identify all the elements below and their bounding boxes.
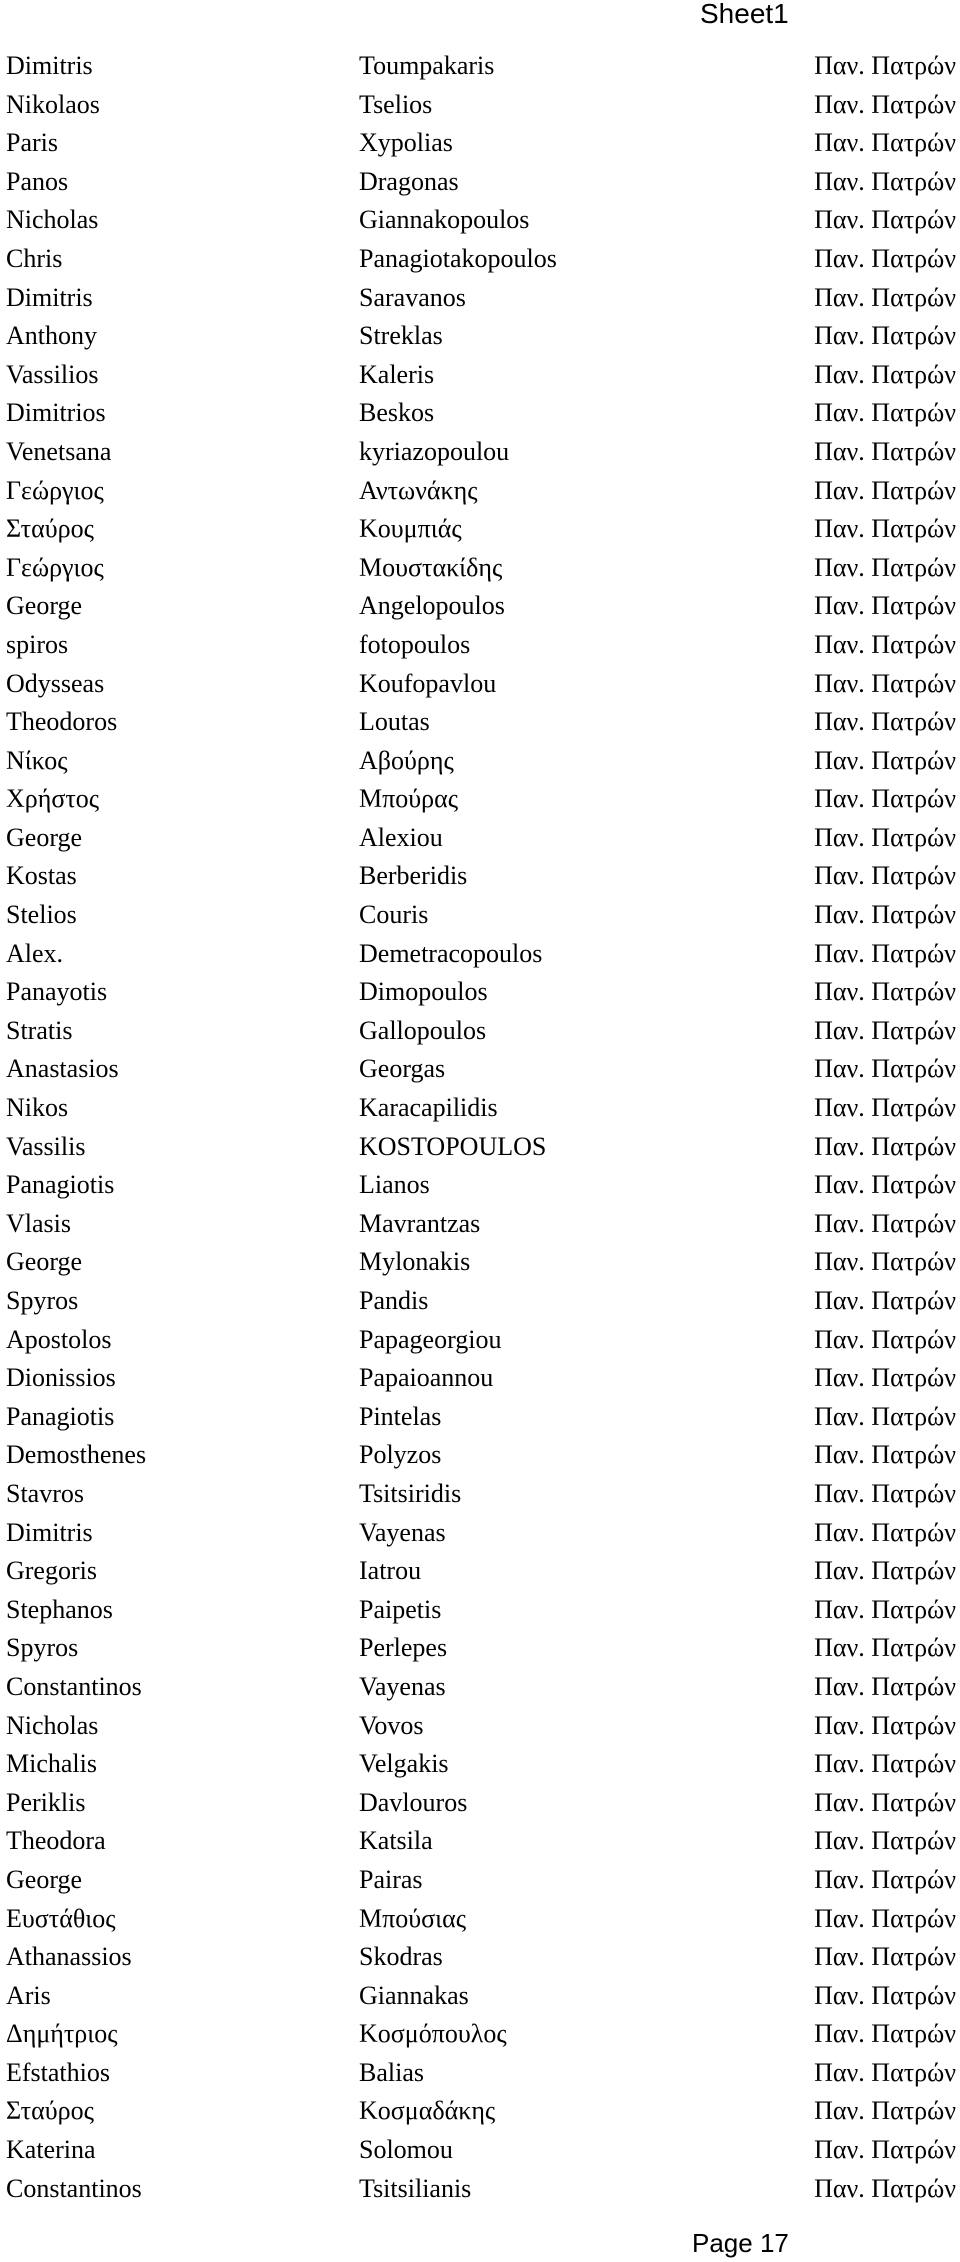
table-row [6, 433, 956, 472]
last-name-cell: KOSTOPOULOS [359, 1131, 547, 1161]
table-row [6, 1552, 956, 1591]
university-cell: Παν. Πατρών [814, 707, 956, 737]
table-row [6, 1321, 956, 1360]
table-row [6, 47, 956, 86]
university-cell: Παν. Πατρών [814, 1980, 956, 2010]
table-row [6, 857, 956, 896]
table-row [6, 1514, 956, 1553]
last-name-cell: Pintelas [359, 1401, 442, 1431]
table-row [6, 1977, 956, 2016]
university-cell: Παν. Πατρών [814, 1093, 956, 1123]
table-row [6, 1707, 956, 1746]
university-cell: Παν. Πατρών [814, 668, 956, 698]
first-name-cell: Nikos [6, 1093, 69, 1123]
university-cell: Παν. Πατρών [814, 2135, 956, 2165]
last-name-cell: Mylonakis [359, 1247, 471, 1277]
university-cell: Παν. Πατρών [814, 1787, 956, 1817]
university-cell: Παν. Πατρών [814, 205, 956, 235]
university-cell: Παν. Πατρών [814, 1054, 956, 1084]
first-name-cell: Vassilis [6, 1131, 86, 1161]
first-name-cell: Stelios [6, 900, 77, 930]
first-name-cell: Chris [6, 243, 63, 273]
first-name-cell: Constantinos [6, 1671, 142, 1701]
table-row [6, 510, 956, 549]
table-row [6, 2131, 956, 2170]
last-name-cell: Berberidis [359, 861, 468, 891]
sheet-title: Sheet1 [700, 0, 789, 29]
first-name-cell: Nicholas [6, 1710, 99, 1740]
last-name-cell: Perlepes [359, 1633, 448, 1663]
first-name-cell: Dimitris [6, 1517, 93, 1547]
last-name-cell: Davlouros [359, 1787, 468, 1817]
university-cell: Παν. Πατρών [814, 784, 956, 814]
last-name-cell: Vayenas [359, 1671, 446, 1701]
last-name-cell: Solomou [359, 2135, 453, 2165]
last-name-cell: Κοσμόπουλος [359, 2019, 507, 2049]
last-name-cell: Μπούσιας [359, 1903, 467, 1933]
university-cell: Παν. Πατρών [814, 1208, 956, 1238]
university-cell: Παν. Πατρών [814, 629, 956, 659]
table-row [6, 935, 956, 974]
table-row [6, 472, 956, 511]
table-row [6, 2015, 956, 2054]
university-cell: Παν. Πατρών [814, 1864, 956, 1894]
table-row [6, 1900, 956, 1939]
table-row [6, 1436, 956, 1475]
page-number: Page 17 [692, 2228, 789, 2258]
last-name-cell: Demetracopoulos [359, 938, 543, 968]
university-cell: Παν. Πατρών [814, 1286, 956, 1315]
first-name-cell: Aris [6, 1980, 51, 2010]
table-row [6, 1205, 956, 1244]
table-row [6, 201, 956, 240]
table-row [6, 240, 956, 279]
university-cell: Παν. Πατρών [814, 861, 956, 891]
last-name-cell: Koufopavlou [359, 668, 497, 698]
table-row [6, 896, 956, 935]
university-cell: Παν. Πατρών [814, 977, 956, 1007]
last-name-cell: Papaioannou [359, 1363, 494, 1393]
first-name-cell: Vassilios [6, 359, 99, 389]
last-name-cell: Panagiotakopoulos [359, 243, 557, 273]
university-cell: Παν. Πατρών [814, 1247, 956, 1277]
first-name-cell: Theodora [6, 1826, 106, 1856]
university-cell: Παν. Πατρών [814, 282, 956, 312]
last-name-cell: Dragonas [359, 166, 459, 196]
table-row [6, 1243, 956, 1282]
last-name-cell: Saravanos [359, 282, 466, 312]
university-cell: Παν. Πατρών [814, 1440, 956, 1470]
table-row [6, 973, 956, 1012]
last-name-cell: Paipetis [359, 1594, 442, 1624]
table-row [6, 1475, 956, 1514]
table-row [6, 1282, 956, 1321]
first-name-cell: Panagiotis [6, 1401, 115, 1431]
university-cell: Παν. Πατρών [814, 514, 956, 544]
name-list [6, 47, 956, 2208]
table-row [6, 124, 956, 163]
first-name-cell: Γεώργιος [6, 475, 104, 505]
last-name-cell: Alexiou [359, 822, 443, 852]
university-cell: Παν. Πατρών [814, 1556, 956, 1586]
table-row [6, 2170, 956, 2209]
university-cell: Παν. Πατρών [814, 1517, 956, 1547]
table-row [6, 1050, 956, 1089]
last-name-cell: Polyzos [359, 1440, 442, 1470]
first-name-cell: Constantinos [6, 2173, 142, 2203]
first-name-cell: Δημήτριος [6, 2019, 118, 2049]
university-cell: Παν. Πατρών [814, 1015, 956, 1045]
university-cell: Παν. Πατρών [814, 900, 956, 930]
first-name-cell: spiros [6, 629, 69, 659]
table-row [6, 587, 956, 626]
last-name-cell: Beskos [359, 398, 435, 428]
first-name-cell: George [6, 591, 83, 621]
university-cell: Παν. Πατρών [814, 436, 956, 466]
university-cell: Παν. Πατρών [814, 1324, 956, 1354]
first-name-cell: Dimitris [6, 51, 93, 80]
university-cell: Παν. Πατρών [814, 1131, 956, 1161]
first-name-cell: Dimitrios [6, 398, 106, 428]
last-name-cell: Xypolias [359, 128, 453, 158]
table-row [6, 1784, 956, 1823]
last-name-cell: Toumpakaris [359, 51, 495, 80]
first-name-cell: Panagiotis [6, 1170, 115, 1200]
last-name-cell: Vayenas [359, 1517, 446, 1547]
university-cell: Παν. Πατρών [814, 359, 956, 389]
university-cell: Παν. Πατρών [814, 475, 956, 505]
last-name-cell: Lianos [359, 1170, 430, 1200]
first-name-cell: Σταύρος [6, 514, 94, 544]
first-name-cell: Theodoros [6, 707, 118, 737]
table-row [6, 86, 956, 125]
table-row [6, 1012, 956, 1051]
last-name-cell: Dimopoulos [359, 977, 488, 1007]
table-row [6, 703, 956, 742]
table-row [6, 780, 956, 819]
table-row [6, 356, 956, 395]
first-name-cell: Efstathios [6, 2057, 110, 2087]
university-cell: Παν. Πατρών [814, 1363, 956, 1393]
last-name-cell: Κοσμαδάκης [359, 2096, 496, 2126]
university-cell: Παν. Πατρών [814, 1401, 956, 1431]
table-row [6, 742, 956, 781]
last-name-cell: Κουμπιάς [359, 514, 462, 544]
university-cell: Παν. Πατρών [814, 938, 956, 968]
university-cell: Παν. Πατρών [814, 398, 956, 428]
first-name-cell: Stephanos [6, 1594, 113, 1624]
university-cell: Παν. Πατρών [814, 1594, 956, 1624]
last-name-cell: Pandis [359, 1286, 429, 1315]
first-name-cell: Dionissios [6, 1363, 116, 1393]
table-row [6, 819, 956, 858]
university-cell: Παν. Πατρών [814, 89, 956, 119]
first-name-cell: Katerina [6, 2135, 96, 2165]
last-name-cell: Skodras [359, 1942, 443, 1972]
last-name-cell: Velgakis [359, 1749, 449, 1779]
first-name-cell: Alex. [6, 938, 64, 968]
last-name-cell: Μπούρας [359, 784, 459, 814]
university-cell: Παν. Πατρών [814, 1826, 956, 1856]
university-cell: Παν. Πατρών [814, 243, 956, 273]
table-row [6, 665, 956, 704]
table-row [6, 2054, 956, 2093]
university-cell: Παν. Πατρών [814, 1633, 956, 1663]
first-name-cell: Demosthenes [6, 1440, 147, 1470]
last-name-cell: Tsitsilianis [359, 2173, 472, 2203]
first-name-cell: Athanassios [6, 1942, 132, 1972]
university-cell: Παν. Πατρών [814, 321, 956, 351]
university-cell: Παν. Πατρών [814, 591, 956, 621]
first-name-cell: Panayotis [6, 977, 108, 1007]
last-name-cell: Loutas [359, 707, 430, 737]
table-row [6, 1668, 956, 1707]
first-name-cell: Gregoris [6, 1556, 97, 1586]
university-cell: Παν. Πατρών [814, 1942, 956, 1972]
table-row [6, 1629, 956, 1668]
last-name-cell: kyriazopoulou [359, 436, 510, 466]
university-cell: Παν. Πατρών [814, 822, 956, 852]
last-name-cell: Papageorgiou [359, 1324, 502, 1354]
table-row [6, 549, 956, 588]
first-name-cell: Venetsana [6, 436, 112, 466]
table-row [6, 279, 956, 318]
table-row [6, 1398, 956, 1437]
table-row [6, 1166, 956, 1205]
last-name-cell: Katsila [359, 1826, 433, 1856]
first-name-cell: Χρήστος [6, 784, 100, 814]
table-row [6, 1128, 956, 1167]
university-cell: Παν. Πατρών [814, 552, 956, 582]
table-row [6, 1089, 956, 1128]
first-name-cell: George [6, 1864, 83, 1894]
table-row [6, 1861, 956, 1900]
first-name-cell: Nicholas [6, 205, 99, 235]
last-name-cell: Αντωνάκης [359, 475, 478, 505]
first-name-cell: Γεώργιος [6, 552, 104, 582]
university-cell: Παν. Πατρών [814, 1170, 956, 1200]
last-name-cell: Vovos [359, 1710, 424, 1740]
table-row [6, 1938, 956, 1977]
last-name-cell: Balias [359, 2057, 424, 2087]
table-row [6, 317, 956, 356]
first-name-cell: Nikolaos [6, 89, 100, 119]
first-name-cell: Paris [6, 128, 58, 158]
last-name-cell: Georgas [359, 1054, 446, 1084]
last-name-cell: Tsitsiridis [359, 1478, 462, 1508]
university-cell: Παν. Πατρών [814, 1478, 956, 1508]
first-name-cell: Odysseas [6, 668, 105, 698]
table-row [6, 1359, 956, 1398]
first-name-cell: Ευστάθιος [6, 1903, 116, 1933]
first-name-cell: Stavros [6, 1478, 84, 1508]
table-row [6, 1822, 956, 1861]
table-row [6, 1745, 956, 1784]
last-name-cell: Gallopoulos [359, 1015, 487, 1045]
first-name-cell: Vlasis [6, 1208, 71, 1238]
university-cell: Παν. Πατρών [814, 1710, 956, 1740]
first-name-cell: Kostas [6, 861, 77, 891]
last-name-cell: Giannakopoulos [359, 205, 530, 235]
first-name-cell: George [6, 1247, 83, 1277]
last-name-cell: Μουστακίδης [359, 552, 503, 582]
first-name-cell: Spyros [6, 1286, 79, 1315]
first-name-cell: Anastasios [6, 1054, 119, 1084]
first-name-cell: Panos [6, 166, 69, 196]
table-row [6, 626, 956, 665]
first-name-cell: Stratis [6, 1015, 73, 1045]
first-name-cell: Spyros [6, 1633, 79, 1663]
last-name-cell: Αβούρης [359, 745, 454, 775]
first-name-cell: Dimitris [6, 282, 93, 312]
university-cell: Παν. Πατρών [814, 1671, 956, 1701]
table-row [6, 1591, 956, 1630]
last-name-cell: Mavrantzas [359, 1208, 481, 1238]
last-name-cell: Couris [359, 900, 429, 930]
university-cell: Παν. Πατρών [814, 2019, 956, 2049]
first-name-cell: Apostolos [6, 1324, 112, 1354]
university-cell: Παν. Πατρών [814, 1903, 956, 1933]
university-cell: Παν. Πατρών [814, 745, 956, 775]
table-row [6, 163, 956, 202]
university-cell: Παν. Πατρών [814, 51, 956, 80]
last-name-cell: fotopoulos [359, 629, 471, 659]
first-name-cell: Michalis [6, 1749, 97, 1779]
first-name-cell: Νίκος [6, 745, 68, 775]
last-name-cell: Karacapilidis [359, 1093, 498, 1123]
last-name-cell: Kaleris [359, 359, 435, 389]
university-cell: Παν. Πατρών [814, 2173, 956, 2203]
first-name-cell: Σταύρος [6, 2096, 94, 2126]
university-cell: Παν. Πατρών [814, 166, 956, 196]
university-cell: Παν. Πατρών [814, 2057, 956, 2087]
university-cell: Παν. Πατρών [814, 128, 956, 158]
first-name-cell: Periklis [6, 1787, 86, 1817]
last-name-cell: Giannakas [359, 1980, 469, 2010]
last-name-cell: Pairas [359, 1864, 423, 1894]
table-row [6, 394, 956, 433]
first-name-cell: George [6, 822, 83, 852]
table-row [6, 2092, 956, 2131]
last-name-cell: Iatrou [359, 1556, 422, 1586]
last-name-cell: Angelopoulos [359, 591, 505, 621]
first-name-cell: Anthony [6, 321, 97, 351]
university-cell: Παν. Πατρών [814, 1749, 956, 1779]
last-name-cell: Tselios [359, 89, 433, 119]
last-name-cell: Streklas [359, 321, 443, 351]
university-cell: Παν. Πατρών [814, 2096, 956, 2126]
